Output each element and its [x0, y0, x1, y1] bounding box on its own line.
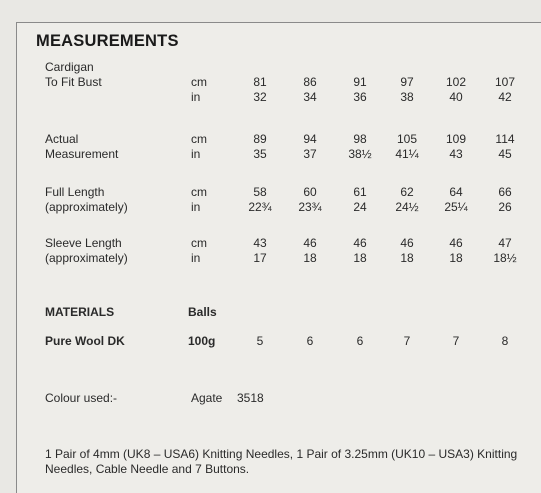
- value-cell: 45: [498, 147, 512, 161]
- materials-heading: MATERIALS: [45, 305, 115, 319]
- value-cell: 66: [498, 185, 512, 199]
- value-cell: 18: [400, 251, 414, 265]
- value-cell: 18: [353, 251, 367, 265]
- value-cell: 34: [303, 90, 317, 104]
- unit-0-1: in: [191, 90, 201, 104]
- ball-count-cell: 5: [256, 334, 264, 348]
- value-cell: 46: [353, 236, 367, 250]
- ball-count-cell: 6: [306, 334, 314, 348]
- value-cell: 91: [353, 75, 367, 89]
- value-cell: 60: [303, 185, 317, 199]
- value-cell: 46: [449, 236, 463, 250]
- value-cell: 43: [449, 147, 463, 161]
- value-cell: 94: [303, 132, 317, 146]
- value-cell: 102: [445, 75, 467, 89]
- unit-0-0: cm: [191, 75, 207, 89]
- value-cell: 32: [253, 90, 267, 104]
- value-cell: 46: [303, 236, 317, 250]
- ball-weight: 100g: [188, 334, 216, 348]
- value-cell: 22¾: [248, 200, 272, 214]
- row-label-3-0: Sleeve Length: [45, 236, 122, 250]
- value-cell: 36: [353, 90, 367, 104]
- row-label-0-1: To Fit Bust: [45, 75, 102, 89]
- unit-1-1: in: [191, 147, 201, 161]
- value-cell: 41¼: [395, 147, 419, 161]
- unit-3-0: cm: [191, 236, 207, 250]
- value-cell: 38: [400, 90, 414, 104]
- colour-name: Agate: [191, 391, 223, 405]
- value-cell: 18: [303, 251, 317, 265]
- value-cell: 98: [353, 132, 367, 146]
- page-title: MEASUREMENTS: [36, 32, 179, 50]
- row-label-3-1: (approximately): [45, 251, 128, 265]
- value-cell: 26: [498, 200, 512, 214]
- value-cell: 105: [396, 132, 418, 146]
- value-cell: 58: [253, 185, 267, 199]
- needles-note-line-1: 1 Pair of 4mm (UK8 – USA6) Knitting Needles, 1 Pair of 3.25mm (UK10 – USA3) Knitting: [45, 447, 518, 461]
- needles-note-line-2: Needles, Cable Needle and 7 Buttons.: [45, 462, 250, 476]
- row-label-1-0: Actual: [45, 132, 79, 146]
- value-cell: 23¾: [298, 200, 322, 214]
- value-cell: 114: [495, 132, 515, 146]
- value-cell: 107: [494, 75, 516, 89]
- value-cell: 81: [253, 75, 267, 89]
- value-cell: 18½: [493, 251, 517, 265]
- value-cell: 38½: [348, 147, 372, 161]
- value-cell: 64: [449, 185, 463, 199]
- value-cell: 37: [303, 147, 317, 161]
- value-cell: 18: [449, 251, 463, 265]
- balls-header: Balls: [188, 305, 217, 319]
- value-cell: 61: [353, 185, 367, 199]
- value-cell: 86: [303, 75, 317, 89]
- row-label-0-0: Cardigan: [45, 60, 94, 74]
- colour-label: Colour used:-: [45, 391, 118, 405]
- colour-code: 3518: [237, 391, 264, 405]
- unit-1-0: cm: [191, 132, 207, 146]
- value-cell: 25¼: [444, 200, 468, 214]
- value-cell: 97: [400, 75, 414, 89]
- row-label-2-1: (approximately): [45, 200, 128, 214]
- value-cell: 17: [253, 251, 267, 265]
- value-cell: 35: [253, 147, 267, 161]
- value-cell: 40: [449, 90, 463, 104]
- value-cell: 24½: [395, 200, 419, 214]
- value-cell: 43: [253, 236, 267, 250]
- unit-2-1: in: [191, 200, 201, 214]
- value-cell: 89: [253, 132, 267, 146]
- yarn-name: Pure Wool DK: [45, 334, 125, 348]
- ball-count-cell: 8: [501, 334, 509, 348]
- row-label-1-1: Measurement: [45, 147, 119, 161]
- ball-count-cell: 7: [403, 334, 411, 348]
- value-cell: 47: [498, 236, 512, 250]
- unit-2-0: cm: [191, 185, 207, 199]
- value-cell: 24: [353, 200, 367, 214]
- value-cell: 62: [400, 185, 414, 199]
- row-label-2-0: Full Length: [45, 185, 105, 199]
- value-cell: 46: [400, 236, 414, 250]
- unit-3-1: in: [191, 251, 201, 265]
- value-cell: 42: [498, 90, 512, 104]
- ball-count-cell: 7: [452, 334, 460, 348]
- ball-count-cell: 6: [356, 334, 364, 348]
- value-cell: 109: [445, 132, 467, 146]
